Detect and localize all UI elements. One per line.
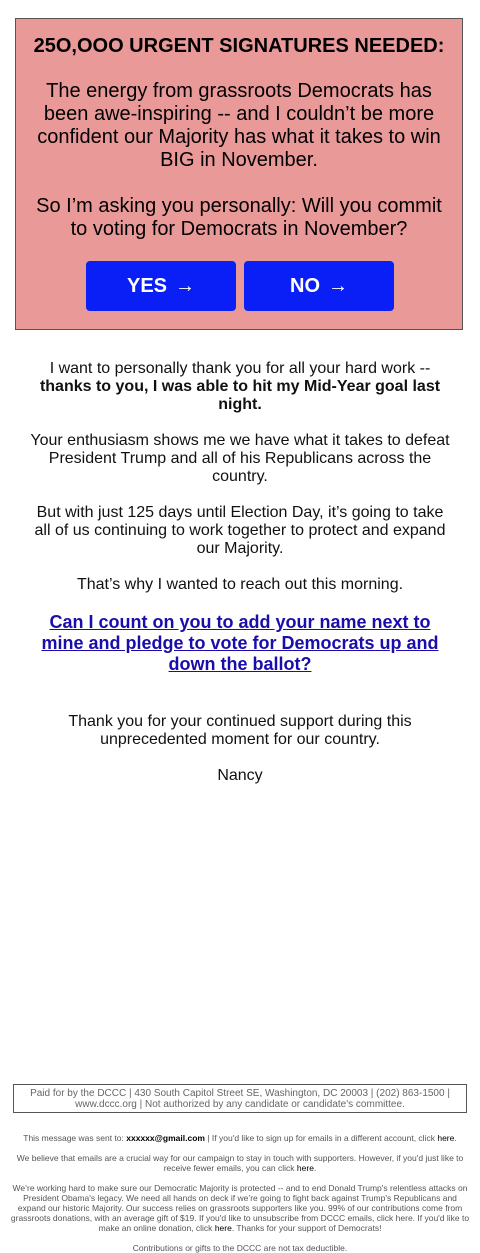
different-account-link[interactable]: here (437, 1133, 455, 1143)
working-hard-paragraph (10, 1183, 470, 1233)
reach-out-paragraph: That’s why I wanted to reach out this morning. (76, 576, 404, 593)
period: . (454, 1133, 457, 1143)
tax-disclaimer: Contributions or gifts to the DCCC are not tax deductible. (132, 1243, 348, 1253)
no-label: NO (290, 274, 320, 297)
sent-to-label: This message was sent to: (23, 1133, 124, 1143)
enthusiasm-paragraph: Your enthusiasm shows me we have what it takes to defeat President Trump and all of his Republicans across the country. (30, 432, 450, 485)
sent-to-line (10, 1133, 470, 1143)
fewer-emails-link[interactable]: here (296, 1163, 314, 1173)
donation-link[interactable]: here (214, 1223, 232, 1233)
paid-for-disclaimer: Paid for by the DCCC | 430 South Capitol Street SE, Washington, DC 20003 | (202) 863-1500 | www.dccc.org | Not authorized by any candidate or candidate's committee. (13, 1084, 467, 1113)
thanks-paragraph (30, 360, 450, 414)
banner-question: So I’m asking you personally: Will you commit to voting for Democrats in November? (36, 195, 442, 240)
no-button[interactable] (244, 261, 394, 311)
yes-label: YES (126, 274, 168, 297)
signature: Nancy (217, 767, 263, 784)
arrow-right-icon: → (328, 274, 348, 297)
thanks-bold-text: thanks to you, I was able to hit my Mid-Year goal last night. (39, 378, 441, 413)
election-paragraph: But with just 125 days until Election Day, it’s going to take all of us continuing to work together to protect and expand our Majority. (34, 504, 446, 557)
period: . (313, 1163, 317, 1173)
recipient-email: xxxxxx@gmail.com (126, 1133, 205, 1143)
pledge-link[interactable]: Can I count on you to add your name next to mine and pledge to vote for Democrats up and down the ballot? (41, 612, 439, 674)
working-hard-text: We’re working hard to make sure our Democratic Majority is protected -- and to end Donald Trump's relentless attacks on President Obama's legacy. We need all hands on deck if we’re going to fight back against Trump's Republicans and expand our historic Majority. Our success relies on grassroots supporters like you. 99% of our contributions come from grassroots donations, with an average gift of $19. If you'd like to unsubscribe from DCCC emails, click here. If you'd like to make an online donation, click (10, 1183, 470, 1233)
thanks-support-text: . Thanks for your support of Democrats! (231, 1223, 382, 1233)
closing-paragraph: Thank you for your continued support during this unprecedented moment for our country. (68, 713, 412, 748)
fewer-emails-text: We believe that emails are a crucial way for our campaign to stay in touch with supporters. However, if you'd just like to receive fewer emails, you can click (16, 1153, 464, 1173)
fewer-emails-line (10, 1153, 470, 1173)
arrow-right-icon: → (175, 274, 196, 297)
yes-button[interactable] (86, 261, 236, 311)
thanks-text: I want to personally thank you for all your hard work -- (49, 360, 431, 377)
banner-title: 25O,OOO URGENT SIGNATURES NEEDED: (33, 35, 445, 57)
banner-paragraph: The energy from grassroots Democrats has been awe-inspiring -- and I couldn’t be more confident our Majority has what it takes to win BIG in November. (37, 80, 441, 171)
petition-banner (15, 18, 463, 330)
sent-to-suffix: | If you'd like to sign up for emails in a different account, click (207, 1133, 435, 1143)
